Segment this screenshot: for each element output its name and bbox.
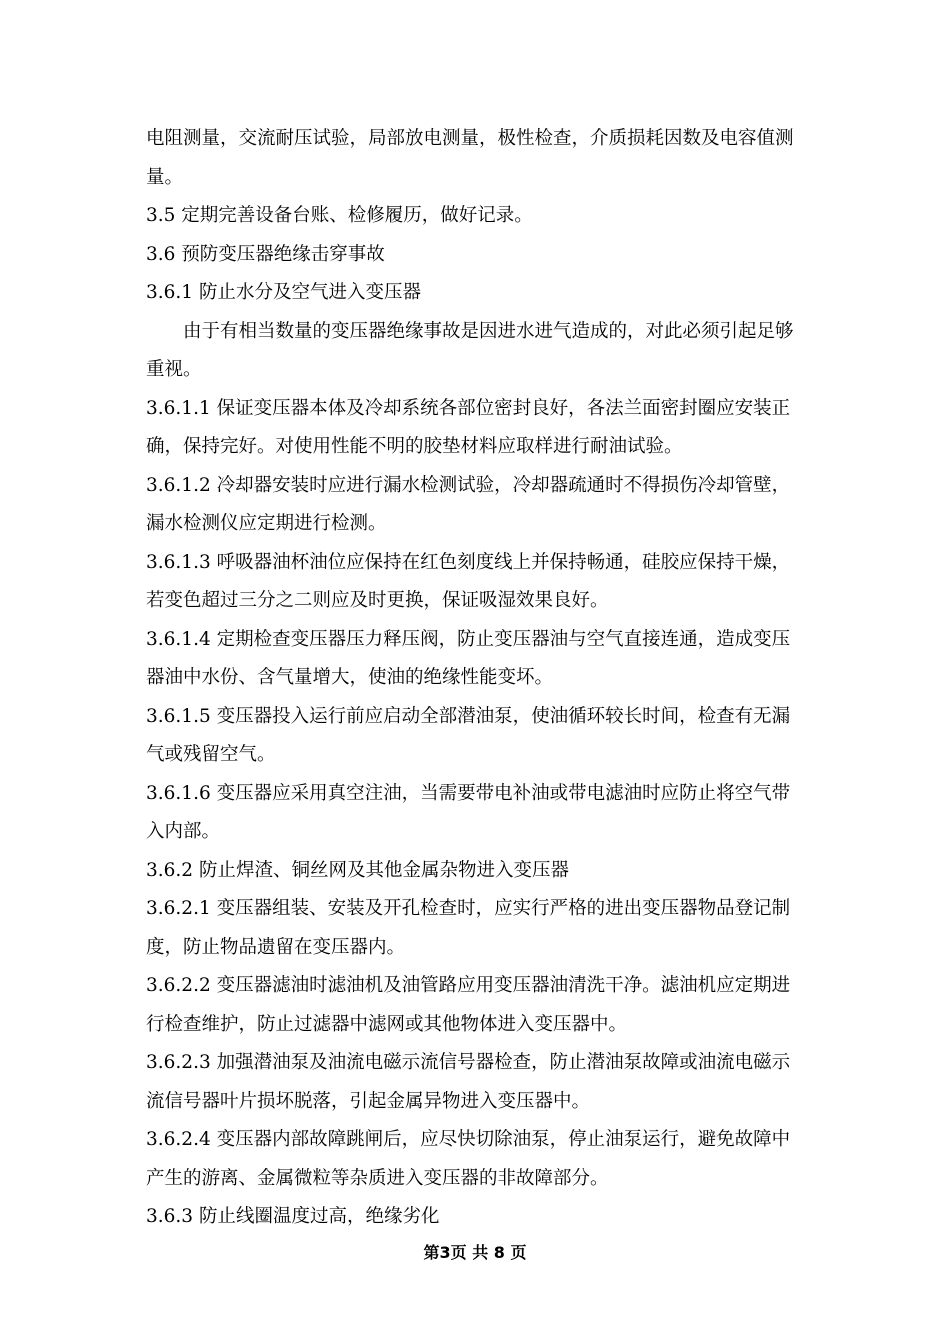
text-line: 3.6.2.4 变压器内部故障跳闸后，应尽快切除油泵，停止油泵运行，避免故障中	[146, 1129, 791, 1150]
text-line: 3.6.1.4 定期检查变压器压力释压阀，防止变压器油与空气直接连通，造成变压	[146, 628, 791, 650]
text-line: 量。	[146, 166, 184, 188]
section-heading: 3.6 预防变压器绝缘击穿事故	[146, 243, 385, 265]
text-line: 3.6.1.2 冷却器安装时应进行漏水检测试验，冷却器疏通时不得损伤冷却管壁，	[146, 474, 791, 496]
text-line: 流信号器叶片损坏脱落，引起金属异物进入变压器中。	[146, 1090, 591, 1112]
document-body	[146, 120, 810, 1237]
text-line: 若变色超过三分之二则应及时更换，保证吸湿效果良好。	[146, 590, 609, 611]
text-line: 重视。	[146, 359, 202, 380]
text-line: 确，保持完好。对使用性能不明的胶垫材料应取样进行耐油试验。	[146, 436, 683, 457]
text-line: 3.5 定期完善设备台账、检修履历，做好记录。	[146, 205, 533, 226]
text-line: 3.6.1.6 变压器应采用真空注油，当需要带电补油或带电滤油时应防止将空气带	[146, 782, 791, 804]
section-heading: 3.6.3 防止线圈温度过高，绝缘劣化	[146, 1206, 440, 1227]
text-line: 3.6.1.5 变压器投入运行前应启动全部潜油泵，使油循环较长时间，检查有无漏	[146, 705, 791, 727]
text-line: 3.6.1.1 保证变压器本体及冷却系统各部位密封良好，各法兰面密封圈应安装正	[146, 397, 791, 419]
text-line: 3.6.2.3 加强潜油泵及油流电磁示流信号器检查，防止潜油泵故障或油流电磁示	[146, 1052, 791, 1073]
text-line: 电阻测量，交流耐压试验，局部放电测量，极性检查，介质损耗因数及电容值测	[146, 128, 794, 149]
text-line: 3.6.2.2 变压器滤油时滤油机及油管路应用变压器油清洗干净。滤油机应定期进	[146, 975, 791, 996]
text-line: 器油中水份、含气量增大，使油的绝缘性能变坏。	[146, 667, 554, 688]
text-line: 行检查维护，防止过滤器中滤网或其他物体进入变压器中。	[146, 1013, 628, 1035]
text-line: 度，防止物品遗留在变压器内。	[146, 936, 406, 958]
text-line: 气或残留空气。	[146, 744, 276, 765]
text-line: 漏水检测仪应定期进行检测。	[146, 513, 387, 534]
text-line: 入内部。	[146, 821, 221, 842]
section-heading: 3.6.1 防止水分及空气进入变压器	[146, 282, 421, 303]
section-heading: 3.6.2 防止焊渣、铜丝网及其他金属杂物进入变压器	[146, 859, 569, 881]
page-number-footer: 第3页 共 8 页	[423, 1243, 527, 1262]
text-line: 产生的游离、金属微粒等杂质进入变压器的非故障部分。	[146, 1167, 609, 1189]
text-line: 3.6.1.3 呼吸器油杯油位应保持在红色刻度线上并保持畅通，硅胶应保持干燥，	[146, 551, 791, 573]
text-line: 3.6.2.1 变压器组装、安装及开孔检查时，应实行严格的进出变压器物品登记制	[146, 898, 791, 919]
text-line: 由于有相当数量的变压器绝缘事故是因进水进气造成的，对此必须引起足够	[183, 320, 794, 342]
